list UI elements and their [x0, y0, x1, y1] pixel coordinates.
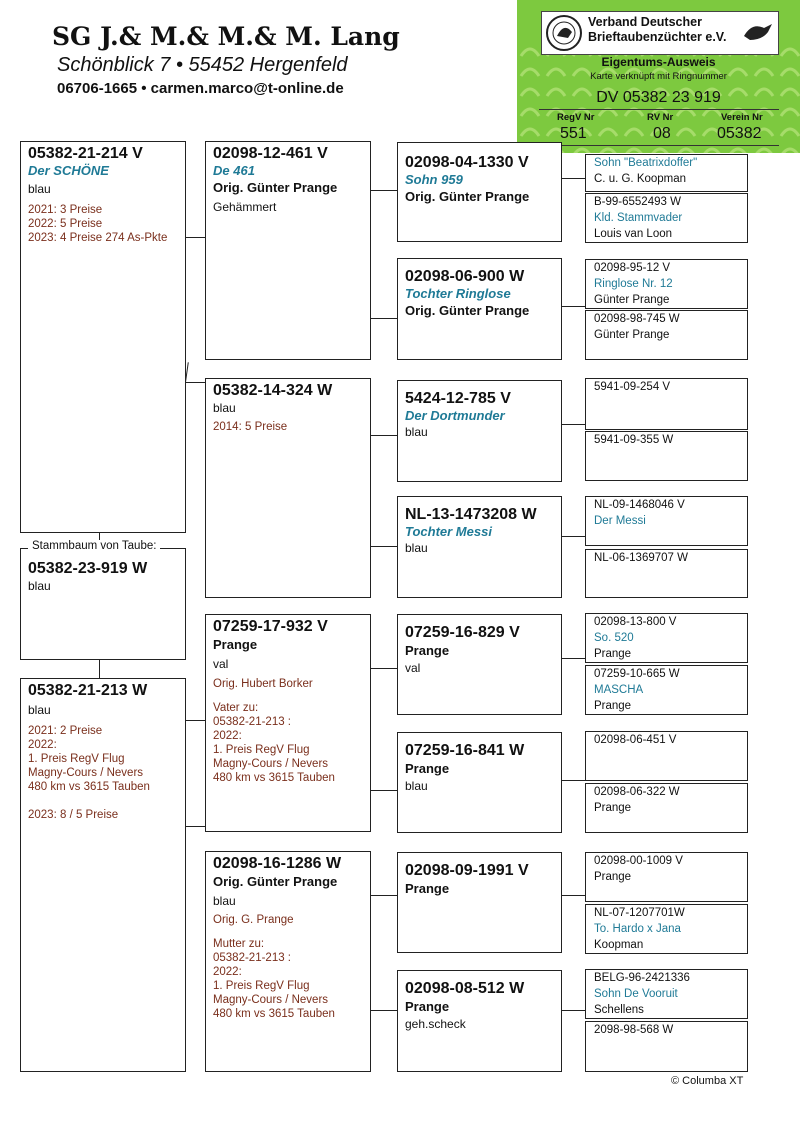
- gp-note: 2022:: [213, 966, 242, 978]
- g4-name: Kld. Stammvader: [594, 212, 683, 224]
- connector: [370, 546, 398, 547]
- breeder-name: SG J.& M.& M.& M. Lang: [52, 22, 400, 51]
- g4-owner: C. u. G. Koopman: [594, 173, 687, 185]
- ggp-origin: Prange: [405, 999, 450, 1014]
- ggp-origin: Prange: [405, 643, 450, 658]
- grandparent-card[interactable]: [205, 378, 371, 598]
- great-grandparent-card[interactable]: [397, 852, 562, 953]
- connector: [561, 895, 585, 896]
- great-grandparent-card[interactable]: [397, 496, 562, 598]
- ggp-origin: Orig. Günter Prange: [405, 189, 530, 204]
- card-ring-number: DV 05382 23 919: [596, 89, 721, 106]
- connector: [561, 1010, 585, 1011]
- ggp-name: Tochter Ringlose: [405, 286, 511, 301]
- card-value-rv: 08: [653, 125, 671, 142]
- father-note: 2023: 4 Preise 274 As-Pkte: [28, 232, 168, 244]
- gp-ring: 07259-17-932 V: [213, 618, 328, 635]
- g4-owner: Koopman: [594, 939, 644, 951]
- ggp-color: blau: [405, 425, 428, 439]
- connector: [370, 895, 398, 896]
- g4-ring: NL-07-1207701W: [594, 907, 685, 919]
- ggp-ring: 02098-08-512 W: [405, 980, 525, 997]
- ggp-ring: 07259-16-829 V: [405, 624, 520, 641]
- great-grandparent-card[interactable]: [397, 614, 562, 715]
- gp-color: blau: [213, 401, 236, 415]
- g4-owner: Prange: [594, 802, 632, 814]
- g4-card[interactable]: [585, 904, 748, 954]
- gp-color: blau: [213, 894, 236, 908]
- gp-color: val: [213, 657, 229, 671]
- father-color: blau: [28, 182, 51, 196]
- g4-card[interactable]: [585, 154, 748, 192]
- connector: [185, 720, 205, 721]
- connector: [561, 424, 585, 425]
- g4-card[interactable]: [585, 783, 748, 833]
- g4-owner: Louis van Loon: [594, 228, 673, 240]
- card-label-regv: RegV Nr: [557, 112, 595, 123]
- gp-name: De 461: [213, 163, 255, 178]
- g4-ring: B-99-6552493 W: [594, 196, 681, 208]
- connector: [561, 178, 585, 179]
- grandparent-card[interactable]: [205, 141, 371, 360]
- ggp-origin: Prange: [405, 761, 450, 776]
- g4-ring: 07259-10-665 W: [594, 668, 680, 680]
- card-org-line1: Verband Deutscher: [588, 15, 702, 29]
- subject-ring: 05382-23-919 W: [28, 560, 148, 577]
- gp-note: 1. Preis RegV Flug: [213, 744, 310, 756]
- card-label-rv: RV Nr: [647, 112, 674, 123]
- mother-note: Magny-Cours / Nevers: [28, 767, 144, 779]
- g4-ring: 5941-09-355 W: [594, 434, 674, 446]
- g4-card[interactable]: [585, 193, 748, 243]
- gp-note: [213, 927, 363, 937]
- gp-note: 1. Preis RegV Flug: [213, 980, 310, 992]
- subject-card[interactable]: [20, 548, 186, 660]
- gp-note: Magny-Cours / Nevers: [213, 994, 329, 1006]
- breeder-address: Schönblick 7 • 55452 Hergenfeld: [57, 54, 348, 76]
- divider: [539, 109, 779, 110]
- g4-ring: 02098-00-1009 V: [594, 855, 683, 867]
- connector: [561, 306, 585, 307]
- card-label-verein: Verein Nr: [721, 112, 763, 123]
- ggp-ring: 07259-16-841 W: [405, 742, 525, 759]
- father-card[interactable]: [20, 141, 186, 533]
- gp-note: Mutter zu:: [213, 938, 265, 950]
- connector: [185, 826, 205, 827]
- card-subtitle: Karte verknüpft mit Ringnummer: [590, 71, 727, 82]
- g4-name: Der Messi: [594, 515, 646, 527]
- g4-card[interactable]: [585, 431, 748, 481]
- g4-ring: 2098-98-568 W: [594, 1024, 674, 1036]
- g4-name: Sohn De Vooruit: [594, 988, 678, 1000]
- connector: [561, 780, 585, 781]
- g4-owner: Günter Prange: [594, 294, 670, 306]
- ggp-name: Tochter Messi: [405, 524, 492, 539]
- father-ring: 05382-21-214 V: [28, 145, 143, 162]
- g4-card[interactable]: [585, 1021, 748, 1072]
- g4-card[interactable]: [585, 378, 748, 430]
- gp-note: Magny-Cours / Nevers: [213, 758, 329, 770]
- mother-note: 1. Preis RegV Flug: [28, 753, 125, 765]
- ggp-ring: 5424-12-785 V: [405, 390, 511, 407]
- g4-owner: Schellens: [594, 1004, 644, 1016]
- g4-owner: Günter Prange: [594, 329, 670, 341]
- card-org-header: [541, 11, 779, 55]
- g4-ring: 02098-98-745 W: [594, 313, 680, 325]
- ggp-ring: 02098-04-1330 V: [405, 154, 529, 171]
- gp-note: Orig. Hubert Borker: [213, 678, 313, 690]
- footer-copyright: © Columba XT: [671, 1075, 744, 1087]
- gp-color: Gehämmert: [213, 200, 277, 214]
- gp-origin: Orig. Günter Prange: [213, 180, 338, 195]
- g4-ring: 5941-09-254 V: [594, 381, 671, 393]
- card-value-verein: 05382: [717, 125, 762, 142]
- g4-card[interactable]: [585, 613, 748, 663]
- great-grandparent-card[interactable]: [397, 732, 562, 833]
- ggp-name: Sohn 959: [405, 172, 463, 187]
- gp-note: Vater zu:: [213, 702, 259, 714]
- gp-note: 05382-21-213 :: [213, 952, 292, 964]
- card-value-regv: 551: [560, 125, 587, 142]
- mother-note: 2023: 8 / 5 Preise: [28, 809, 119, 821]
- connector: [561, 658, 585, 659]
- connector: [561, 536, 585, 537]
- g4-owner: Prange: [594, 648, 632, 660]
- vdb-logo-icon: [545, 14, 583, 52]
- g4-name: MASCHA: [594, 684, 644, 696]
- g4-ring: NL-09-1468046 V: [594, 499, 685, 511]
- gp-note: 480 km vs 3615 Tauben: [213, 1008, 335, 1020]
- g4-ring: 02098-06-322 W: [594, 786, 680, 798]
- gp-origin: Orig. Günter Prange: [213, 874, 338, 889]
- g4-name: So. 520: [594, 632, 634, 644]
- g4-card[interactable]: [585, 969, 748, 1019]
- breeder-contact: 06706-1665 • carmen.marco@t-online.de: [57, 80, 344, 97]
- card-org-line2: Brieftaubenzüchter e.V.: [588, 30, 727, 44]
- father-name: Der SCHÖNE: [28, 163, 109, 178]
- ownership-card: [517, 0, 800, 153]
- mother-note: [28, 794, 178, 808]
- gp-ring: 05382-14-324 W: [213, 382, 333, 399]
- great-grandparent-card[interactable]: [397, 380, 562, 482]
- connector: [370, 1010, 398, 1011]
- connector: [185, 382, 205, 383]
- gp-ring: 02098-12-461 V: [213, 145, 328, 162]
- g4-ring: 02098-13-800 V: [594, 616, 677, 628]
- grandparent-card[interactable]: [205, 614, 371, 832]
- ggp-ring: 02098-06-900 W: [405, 268, 525, 285]
- mother-ring: 05382-21-213 W: [28, 682, 148, 699]
- g4-name: To. Hardo x Jana: [594, 923, 681, 935]
- ggp-ring: NL-13-1473208 W: [405, 506, 537, 523]
- connector: [370, 190, 398, 191]
- g4-card[interactable]: [585, 549, 748, 598]
- g4-name: Sohn "Beatrixdoffer": [594, 157, 698, 169]
- father-note: 2022: 5 Preise: [28, 218, 103, 230]
- ggp-name: Der Dortmunder: [405, 408, 505, 423]
- g4-owner: Prange: [594, 871, 632, 883]
- mother-color: blau: [28, 703, 51, 717]
- g4-card[interactable]: [585, 259, 748, 309]
- mother-note: 2022:: [28, 739, 57, 751]
- g4-card[interactable]: [585, 496, 748, 546]
- gp-note: [213, 691, 363, 701]
- gp-note: 2014: 5 Preise: [213, 421, 288, 433]
- great-grandparent-card[interactable]: [397, 970, 562, 1072]
- g4-ring: BELG-96-2421336: [594, 972, 690, 984]
- gp-note: 05382-21-213 :: [213, 716, 292, 728]
- connector: [99, 660, 100, 678]
- ggp-color: val: [405, 661, 421, 675]
- ggp-color: blau: [405, 541, 428, 555]
- g4-card[interactable]: [585, 731, 748, 781]
- card-title: Eigentums-Ausweis: [601, 55, 716, 69]
- pigeon-icon: [742, 18, 774, 46]
- subject-color: blau: [28, 579, 51, 593]
- connector: [370, 668, 398, 669]
- g4-name: Ringlose Nr. 12: [594, 278, 673, 290]
- connector: [185, 237, 205, 238]
- ggp-color: blau: [405, 779, 428, 793]
- mother-note: 2021: 2 Preise: [28, 725, 103, 737]
- gp-note: Orig. G. Prange: [213, 914, 294, 926]
- great-grandparent-card[interactable]: [397, 258, 562, 360]
- mother-note: 480 km vs 3615 Tauben: [28, 781, 150, 793]
- g4-card[interactable]: [585, 852, 748, 902]
- g4-card[interactable]: [585, 310, 748, 360]
- ggp-origin: Orig. Günter Prange: [405, 303, 530, 318]
- father-note: 2021: 3 Preise: [28, 204, 103, 216]
- mother-card[interactable]: [20, 678, 186, 1072]
- great-grandparent-card[interactable]: [397, 142, 562, 242]
- grandparent-card[interactable]: [205, 851, 371, 1072]
- connector: [370, 790, 398, 791]
- ggp-ring: 02098-09-1991 V: [405, 862, 529, 879]
- g4-owner: Prange: [594, 700, 632, 712]
- g4-ring: NL-06-1369707 W: [594, 552, 688, 564]
- connector: [370, 318, 398, 319]
- g4-ring: 02098-06-451 V: [594, 734, 677, 746]
- gp-note: 480 km vs 3615 Tauben: [213, 772, 335, 784]
- gp-origin: Prange: [213, 637, 258, 652]
- gp-ring: 02098-16-1286 W: [213, 855, 342, 872]
- subject-label: Stammbaum von Taube:: [28, 540, 160, 552]
- gp-note: 2022:: [213, 730, 242, 742]
- ggp-color: geh.scheck: [405, 1017, 466, 1031]
- connector: [370, 435, 398, 436]
- g4-card[interactable]: [585, 665, 748, 715]
- divider: [539, 145, 779, 146]
- ggp-origin: Prange: [405, 881, 450, 896]
- g4-ring: 02098-95-12 V: [594, 262, 671, 274]
